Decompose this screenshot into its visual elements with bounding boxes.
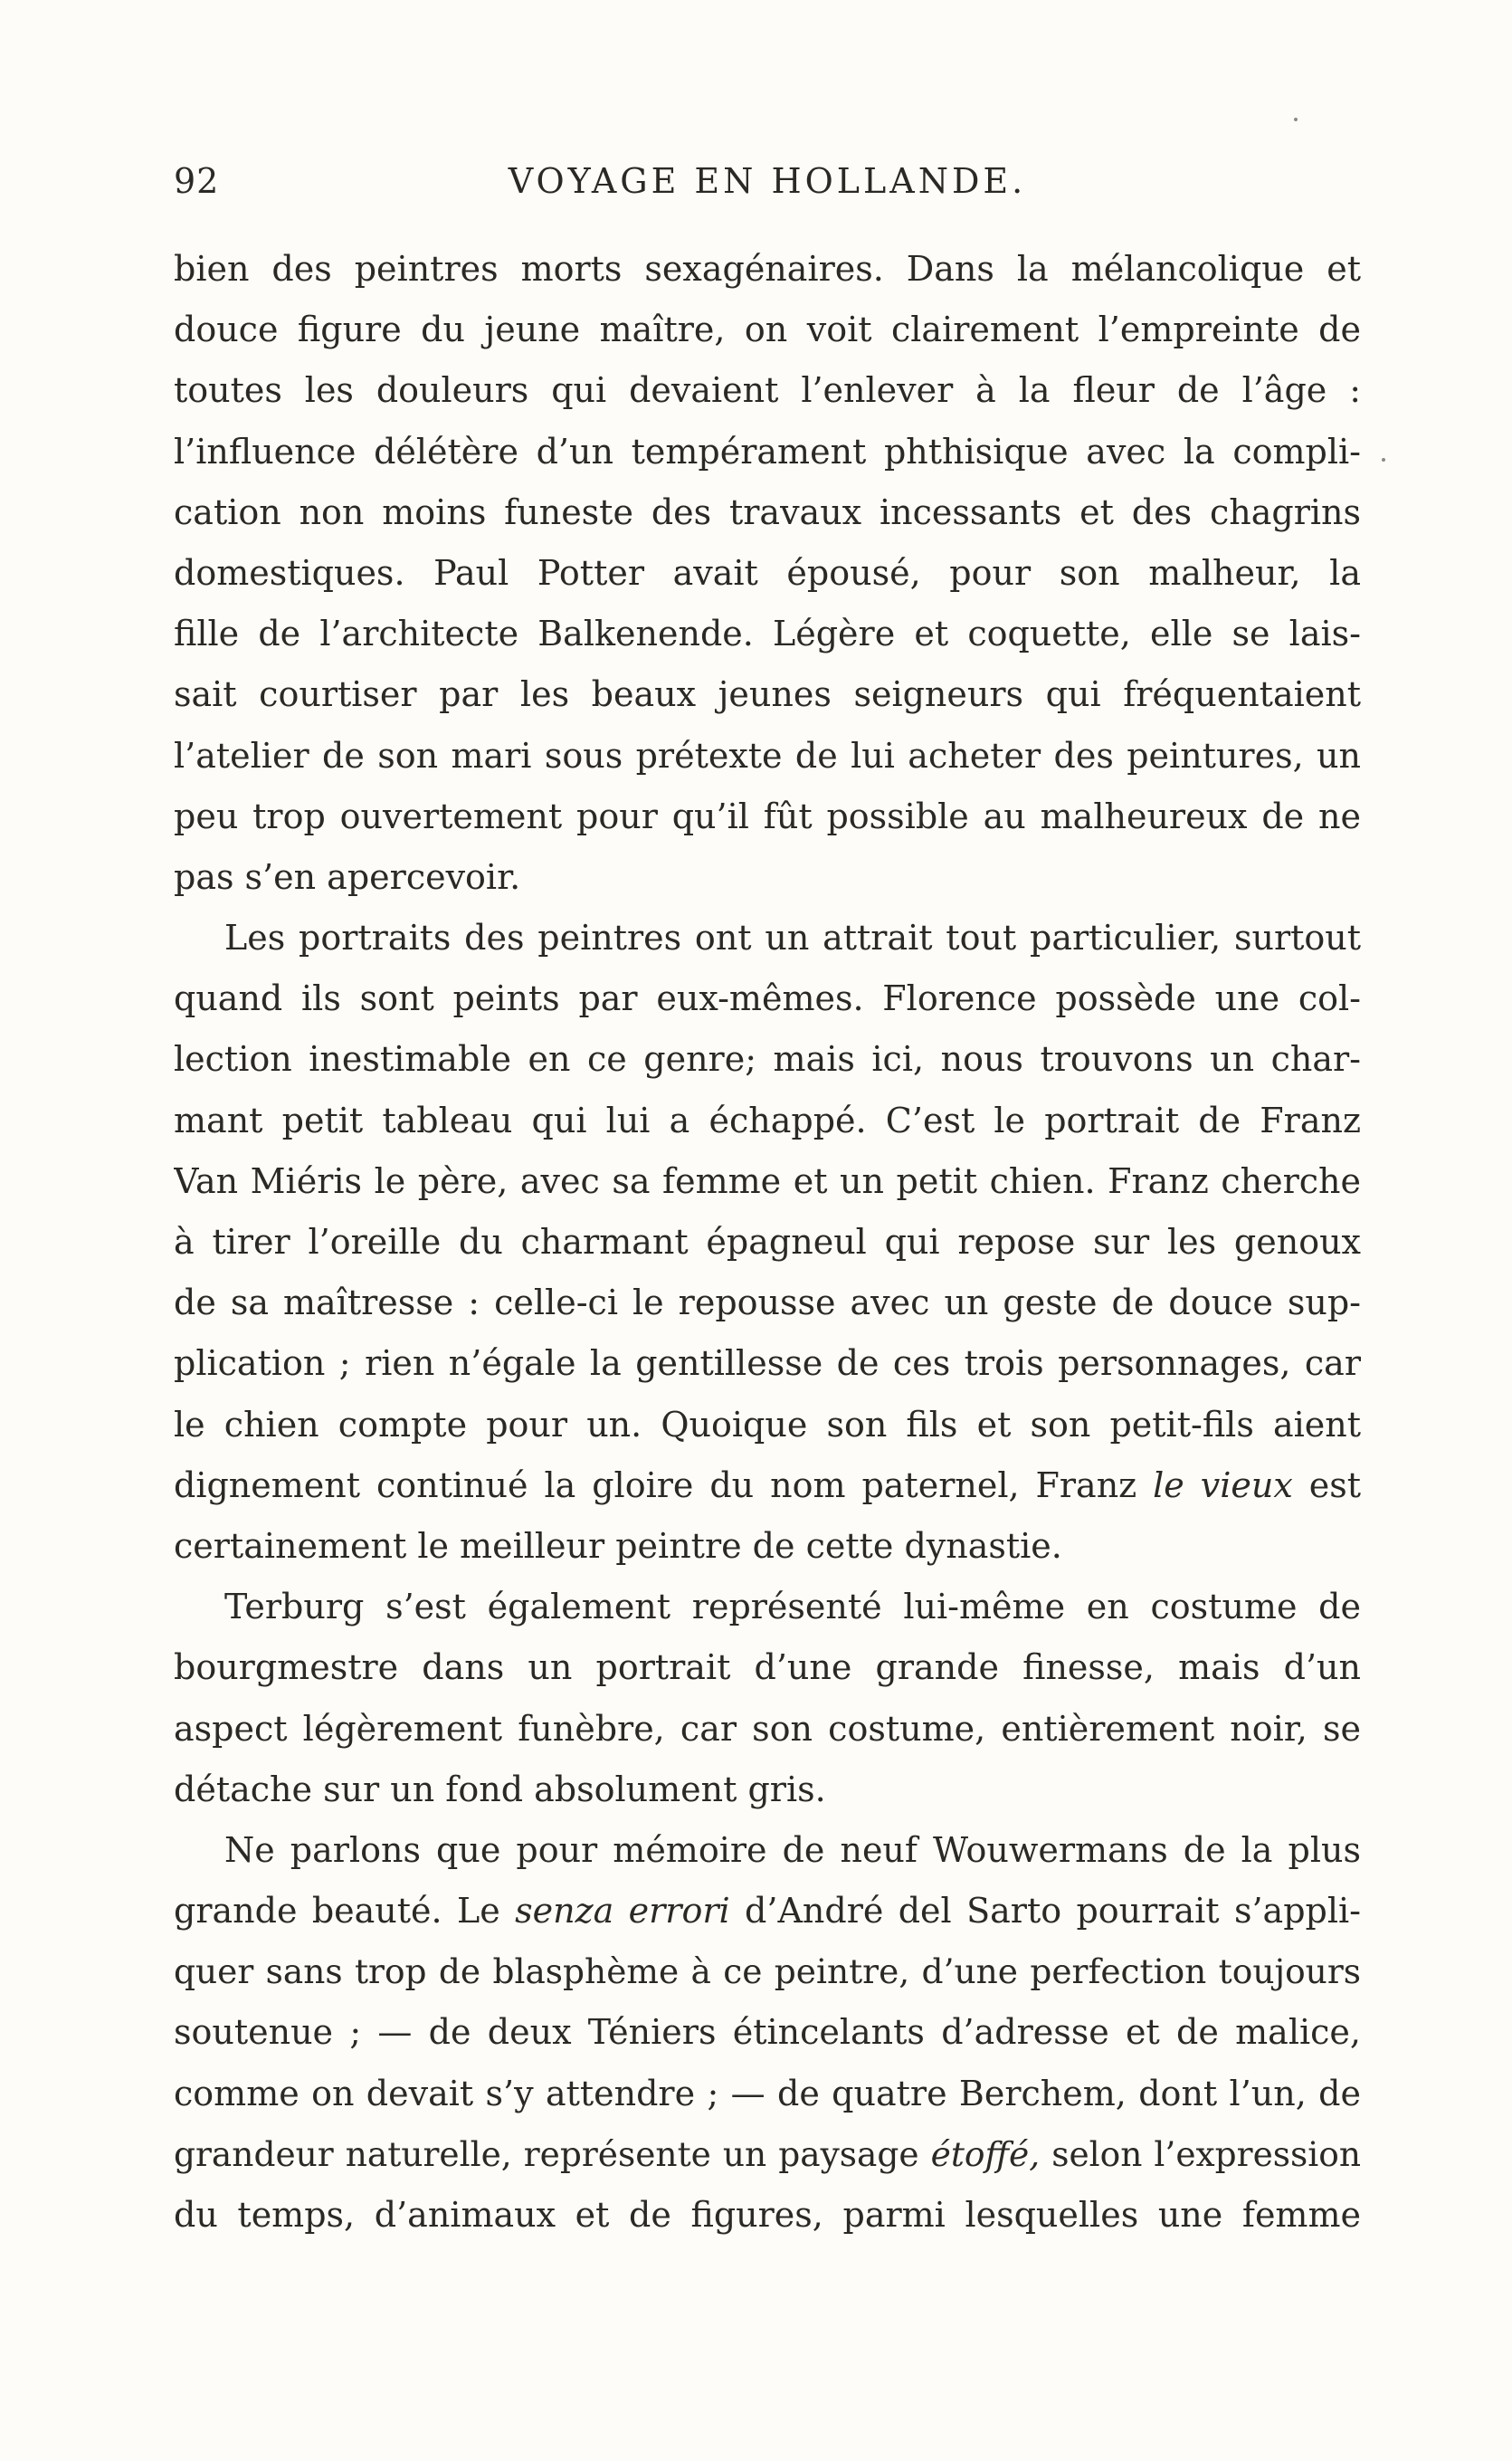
text-line: peu trop ouvertement pour qu’il fût possible au malheureux de ne [174, 796, 1361, 836]
italic-phrase: le vieux [1153, 1464, 1293, 1505]
text-line: l’influence délétère d’un tempérament phthisique avec la compli- [174, 431, 1361, 472]
text-run: dignement continué la gloire du nom paternel, Franz [174, 1464, 1154, 1505]
text-line: Les portraits des peintres ont un attrait tout particulier, surtout [224, 918, 1361, 959]
paragraph-4 [174, 1820, 1361, 2246]
text-line-with-italic [174, 2124, 1361, 2185]
text-line: Terburg s’est également représenté lui-même en costume de [224, 1587, 1361, 1627]
text-line: soutenue ; — de deux Téniers étincelants d’adresse et de malice, [174, 2012, 1361, 2053]
text-line: le chien compte pour un. Quoique son fils et son petit-fils aient [174, 1404, 1361, 1445]
text-line: du temps, d’animaux et de figures, parmi lesquelles une femme [174, 2195, 1361, 2235]
text-line: bourgmestre dans un portrait d’une grande finesse, mais d’un [174, 1647, 1361, 1688]
text-line: quand ils sont peints par eux-mêmes. Florence possède une col- [174, 978, 1361, 1019]
text-line: pas s’en apercevoir. [174, 856, 521, 897]
print-speck [1294, 118, 1298, 121]
italic-phrase: étoffé, [930, 2133, 1041, 2174]
text-line-with-italic [174, 1455, 1361, 1516]
text-run: selon l’expression [1040, 2133, 1361, 2174]
text-line: de sa maîtresse : celle-ci le repousse avec un geste de douce sup- [174, 1283, 1361, 1323]
print-speck [1382, 458, 1385, 462]
text-run: grandeur naturelle, représente un paysage [174, 2133, 931, 2174]
paragraph-2 [174, 908, 1361, 1577]
text-line: douce figure du jeune maître, on voit clairement l’empreinte de [174, 310, 1361, 350]
text-run: grande beauté. Le [174, 1891, 516, 1932]
text-line: quer sans trop de blasphème à ce peintre, d’une perfection toujours [174, 1951, 1361, 1992]
text-run: est [1292, 1464, 1361, 1505]
text-line: domestiques. Paul Potter avait épousé, pour son malheur, la [174, 552, 1361, 593]
text-line: mant petit tableau qui lui a échappé. C’est le portrait de Franz [174, 1100, 1361, 1140]
text-line: plication ; rien n’égale la gentillesse de ces trois personnages, car [174, 1343, 1361, 1384]
body-text [174, 239, 1361, 2246]
text-line: sait courtiser par les beaux jeunes seigneurs qui fréquentaient [174, 674, 1361, 715]
page-number: 92 [174, 161, 220, 201]
text-line: fille de l’architecte Balkenende. Légère et coquette, elle se lais- [174, 614, 1361, 654]
running-title: VOYAGE EN HOLLANDE. [508, 161, 1027, 201]
text-line: Ne parlons que pour mémoire de neuf Wouwermans de la plus [224, 1829, 1361, 1870]
text-line-with-italic [174, 1881, 1361, 1941]
text-line: lection inestimable en ce genre; mais ici, nous trouvons un char- [174, 1039, 1361, 1080]
paragraph-1 [174, 239, 1361, 908]
italic-phrase: senza errori [515, 1891, 730, 1932]
text-line: l’atelier de son mari sous prétexte de lui acheter des peintures, un [174, 735, 1361, 776]
text-line: détache sur un fond absolument gris. [174, 1769, 826, 1809]
text-line: bien des peintres morts sexagénaires. Dans la mélancolique et [174, 249, 1361, 289]
text-line: à tirer l’oreille du charmant épagneul qui repose sur les genoux [174, 1222, 1361, 1262]
text-line: cation non moins funeste des travaux incessants et des chagrins [174, 491, 1361, 532]
text-line: certainement le meilleur peintre de cette dynastie. [174, 1525, 1062, 1566]
text-run: d’André del Sarto pourrait s’appli- [729, 1891, 1361, 1932]
text-line: Van Miéris le père, avec sa femme et un petit chien. Franz cherche [174, 1160, 1361, 1201]
paragraph-3 [174, 1577, 1361, 1820]
text-line: comme on devait s’y attendre ; — de quatre Berchem, dont l’un, de [174, 2073, 1361, 2113]
running-head [174, 161, 1361, 215]
text-line: aspect légèrement funèbre, car son costume, entièrement noir, se [174, 1708, 1361, 1749]
text-line: toutes les douleurs qui devaient l’enlever à la fleur de l’âge : [174, 370, 1361, 411]
